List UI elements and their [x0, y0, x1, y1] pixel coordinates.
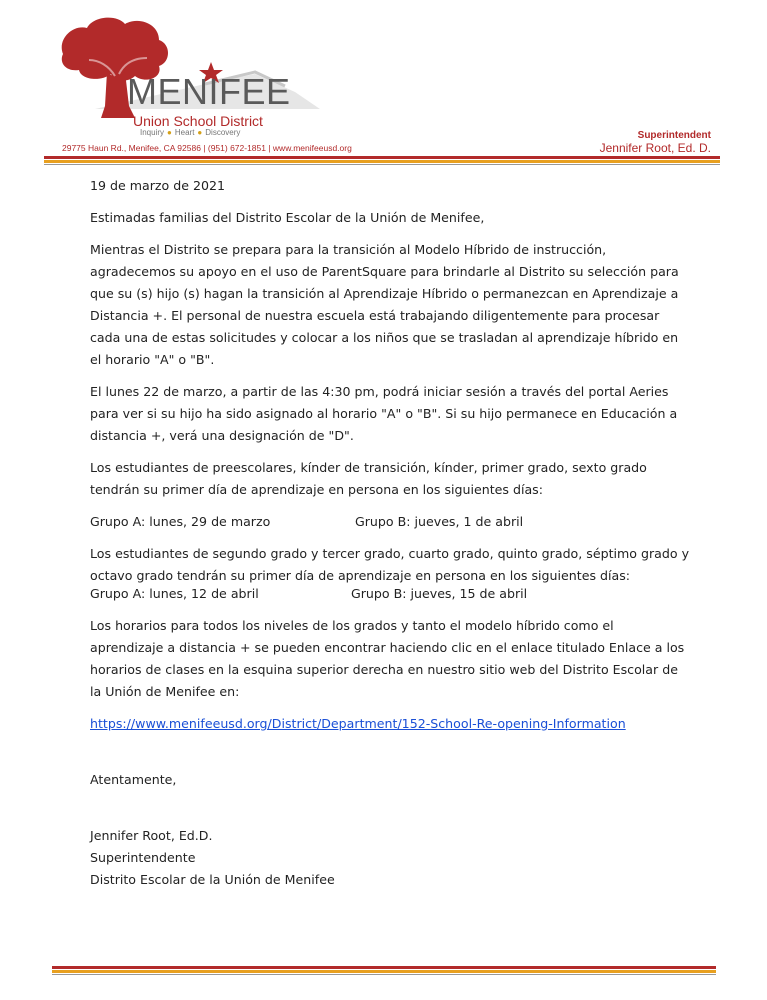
tagline-word: Discovery — [205, 128, 241, 137]
paragraph-3: Los estudiantes de preescolares, kínder de transición, kínder, primer grado, sexto grado tendrán su primer día de aprendizaje en persona en los siguientes días: — [90, 460, 647, 497]
tagline-word: Heart — [174, 128, 195, 137]
group-b-date: Grupo B: jueves, 1 de abril — [355, 514, 524, 529]
district-tagline — [140, 129, 240, 137]
group-b-date: Grupo B: jueves, 15 de abril — [351, 586, 528, 601]
group-a-date: Grupo A: lunes, 29 de marzo — [90, 514, 271, 529]
signature-block — [90, 825, 690, 891]
paragraph-5: Los horarios para todos los niveles de los grados y tanto el modelo híbrido como el aprendizaje a distancia + se pueden encontrar haciendo clic en el enlace titulado Enlace a los horarios de clases en la esquina superior derecha en nuestro sitio web del Distrito Escolar de la Unión de Menifee en: — [90, 618, 685, 699]
letter-date: 19 de marzo de 2021 — [90, 178, 226, 193]
district-subtitle: Union School District — [133, 113, 263, 129]
paragraph-4: Los estudiantes de segundo grado y tercer grado, cuarto grado, quinto grado, séptimo grado y octavo grado tendrán su primer día de aprendizaje en persona en los siguientes días: — [90, 546, 690, 583]
letterhead — [0, 0, 767, 170]
group-a-date: Grupo A: lunes, 12 de abril — [90, 586, 259, 601]
signature-org: Distrito Escolar de la Unión de Menifee — [90, 872, 335, 887]
reopening-info-link[interactable]: https://www.menifeeusd.org/District/Department/152-School-Re-opening-Information — [90, 716, 626, 731]
district-name: MENIFEE — [127, 71, 291, 112]
superintendent-title: Superintendent — [637, 130, 711, 141]
superintendent-block — [600, 130, 711, 155]
footer-rule — [52, 966, 716, 975]
header-rule — [44, 156, 720, 165]
paragraph-2: El lunes 22 de marzo, a partir de las 4:30 pm, podrá iniciar sesión a través del portal Aeries para ver si su hijo ha sido asignado al horario "A" o "B". Si su hijo permanece en Educación a distancia +, verá una designación de "D". — [90, 384, 678, 443]
signature-title: Superintendente — [90, 850, 196, 865]
letter-greeting: Estimadas familias del Distrito Escolar de la Unión de Menifee, — [90, 210, 485, 225]
tagline-dot-icon: ● — [197, 128, 203, 137]
tagline-dot-icon: ● — [167, 128, 172, 137]
signature-name: Jennifer Root, Ed.D. — [90, 828, 213, 843]
letter-body — [90, 175, 690, 891]
letter-closing: Atentamente, — [90, 772, 177, 787]
paragraph-1: Mientras el Distrito se prepara para la transición al Modelo Híbrido de instrucción, agradecemos su apoyo en el uso de ParentSquare para brindarle al Distrito su selección para que su (s) hijo (s) hagan la transición al Aprendizaje Híbrido o permanezcan en Aprendizaje a Distancia +. El personal de nuestra escuela está trabajando diligentemente para procesar cada una de estas solicitudes y colocar a los niños que se trasladan al aprendizaje híbrido en el horario "A" o "B". — [90, 242, 679, 367]
schedule-groups-1 — [90, 511, 690, 533]
superintendent-name: Jennifer Root, Ed. D. — [599, 140, 711, 155]
district-address: 29775 Haun Rd., Menifee, CA 92586 | (951) 672-1851 | www.menifeeusd.org — [62, 143, 352, 153]
tagline-word: Inquiry — [140, 128, 165, 137]
